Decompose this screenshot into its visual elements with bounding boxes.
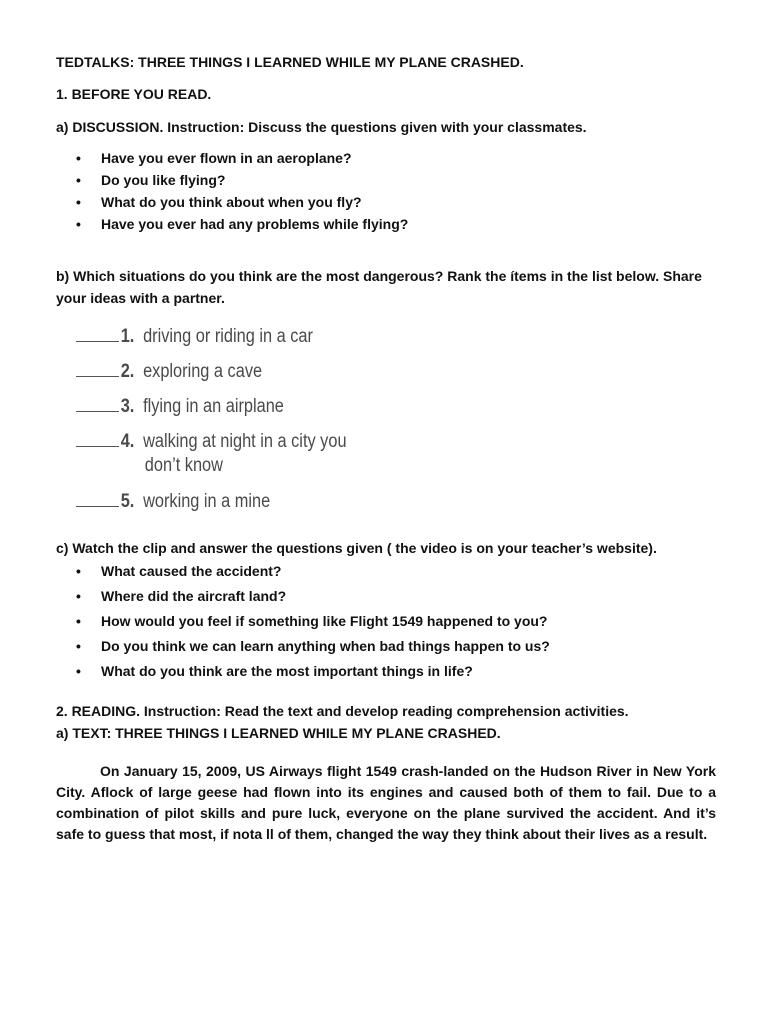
rank-number: 3.: [120, 396, 135, 417]
list-item: [56, 559, 716, 584]
question-text: What do you think are the most important things in life?: [101, 663, 473, 679]
rank-number: 2.: [120, 361, 135, 382]
question-text: Where did the aircraft land?: [101, 588, 287, 604]
rank-number: 4.: [120, 431, 135, 452]
question-text: Have you ever had any problems while flying?: [101, 216, 409, 232]
rank-blank-field[interactable]: [76, 397, 119, 412]
list-item: [56, 147, 716, 169]
rank-blank-field[interactable]: [76, 432, 119, 447]
list-item: [56, 634, 716, 659]
bullet-icon: •: [76, 216, 81, 232]
list-item: [56, 609, 716, 634]
question-text: Have you ever flown in an aeroplane?: [101, 150, 352, 166]
bullet-icon: •: [76, 172, 81, 188]
list-item: [56, 169, 716, 191]
rank-number: 1.: [120, 326, 135, 347]
bullet-icon: •: [76, 613, 81, 629]
worksheet-page: [56, 52, 716, 845]
rank-text: exploring a cave: [143, 361, 263, 382]
ranking-item: [76, 430, 626, 490]
ranking-item: [76, 395, 626, 430]
text-title: a) TEXT: THREE THINGS I LEARNED WHILE MY PLANE CRASHED.: [56, 725, 501, 741]
section-1-heading: 1. BEFORE YOU READ.: [56, 86, 212, 102]
document-title: TEDTALKS: THREE THINGS I LEARNED WHILE MY PLANE CRASHED.: [56, 54, 524, 70]
reading-section: [56, 700, 716, 744]
bullet-icon: •: [76, 150, 81, 166]
question-text: How would you feel if something like Flight 1549 happened to you?: [101, 613, 548, 629]
rank-text: driving or riding in a car: [143, 326, 313, 347]
question-text: Do you like flying?: [101, 172, 226, 188]
ranking-instruction: b) Which situations do you think are the most dangerous? Rank the ítems in the list below. Share your ideas with a partner.: [56, 268, 702, 306]
ranking-item: [76, 360, 626, 395]
video-questions: [56, 559, 716, 684]
video-instruction: c) Watch the clip and answer the questions given ( the video is on your teacher’s website).: [56, 540, 657, 556]
discussion-questions: [56, 147, 716, 235]
list-item: [56, 213, 716, 235]
ranking-item: [76, 490, 626, 525]
reading-paragraph-text: On January 15, 2009, US Airways flight 1549 crash-landed on the Hudson River in New York City. Aflock of large geese had flown into its engines and caused both of them to fail. Due to a combination of pilot skills and pure luck, everyone on the plane survived the accident. And it’s safe to guess that most, if nota ll of them, changed the way they think about their lives as a result.: [56, 763, 716, 842]
reading-paragraph: [56, 761, 716, 845]
rank-number: 5.: [120, 491, 135, 512]
bullet-icon: •: [76, 663, 81, 679]
rank-text: working in a mine: [143, 491, 271, 512]
section-2-heading: 2. READING. Instruction: Read the text and develop reading comprehension activities.: [56, 703, 629, 719]
rank-text-continued: don’t know: [144, 455, 223, 476]
question-text: What caused the accident?: [101, 563, 282, 579]
bullet-icon: •: [76, 563, 81, 579]
bullet-icon: •: [76, 588, 81, 604]
rank-blank-field[interactable]: [76, 327, 119, 342]
list-item: [56, 191, 716, 213]
ranking-item: [76, 325, 626, 360]
rank-text: walking at night in a city you: [143, 431, 347, 452]
list-item: [56, 584, 716, 609]
rank-blank-field[interactable]: [76, 362, 119, 377]
bullet-icon: •: [76, 194, 81, 210]
ranking-list: [76, 325, 626, 525]
question-text: Do you think we can learn anything when bad things happen to us?: [101, 638, 550, 654]
question-text: What do you think about when you fly?: [101, 194, 362, 210]
rank-blank-field[interactable]: [76, 492, 119, 507]
bullet-icon: •: [76, 638, 81, 654]
discussion-instruction: a) DISCUSSION. Instruction: Discuss the questions given with your classmates.: [56, 119, 587, 135]
list-item: [56, 659, 716, 684]
rank-text: flying in an airplane: [143, 396, 284, 417]
